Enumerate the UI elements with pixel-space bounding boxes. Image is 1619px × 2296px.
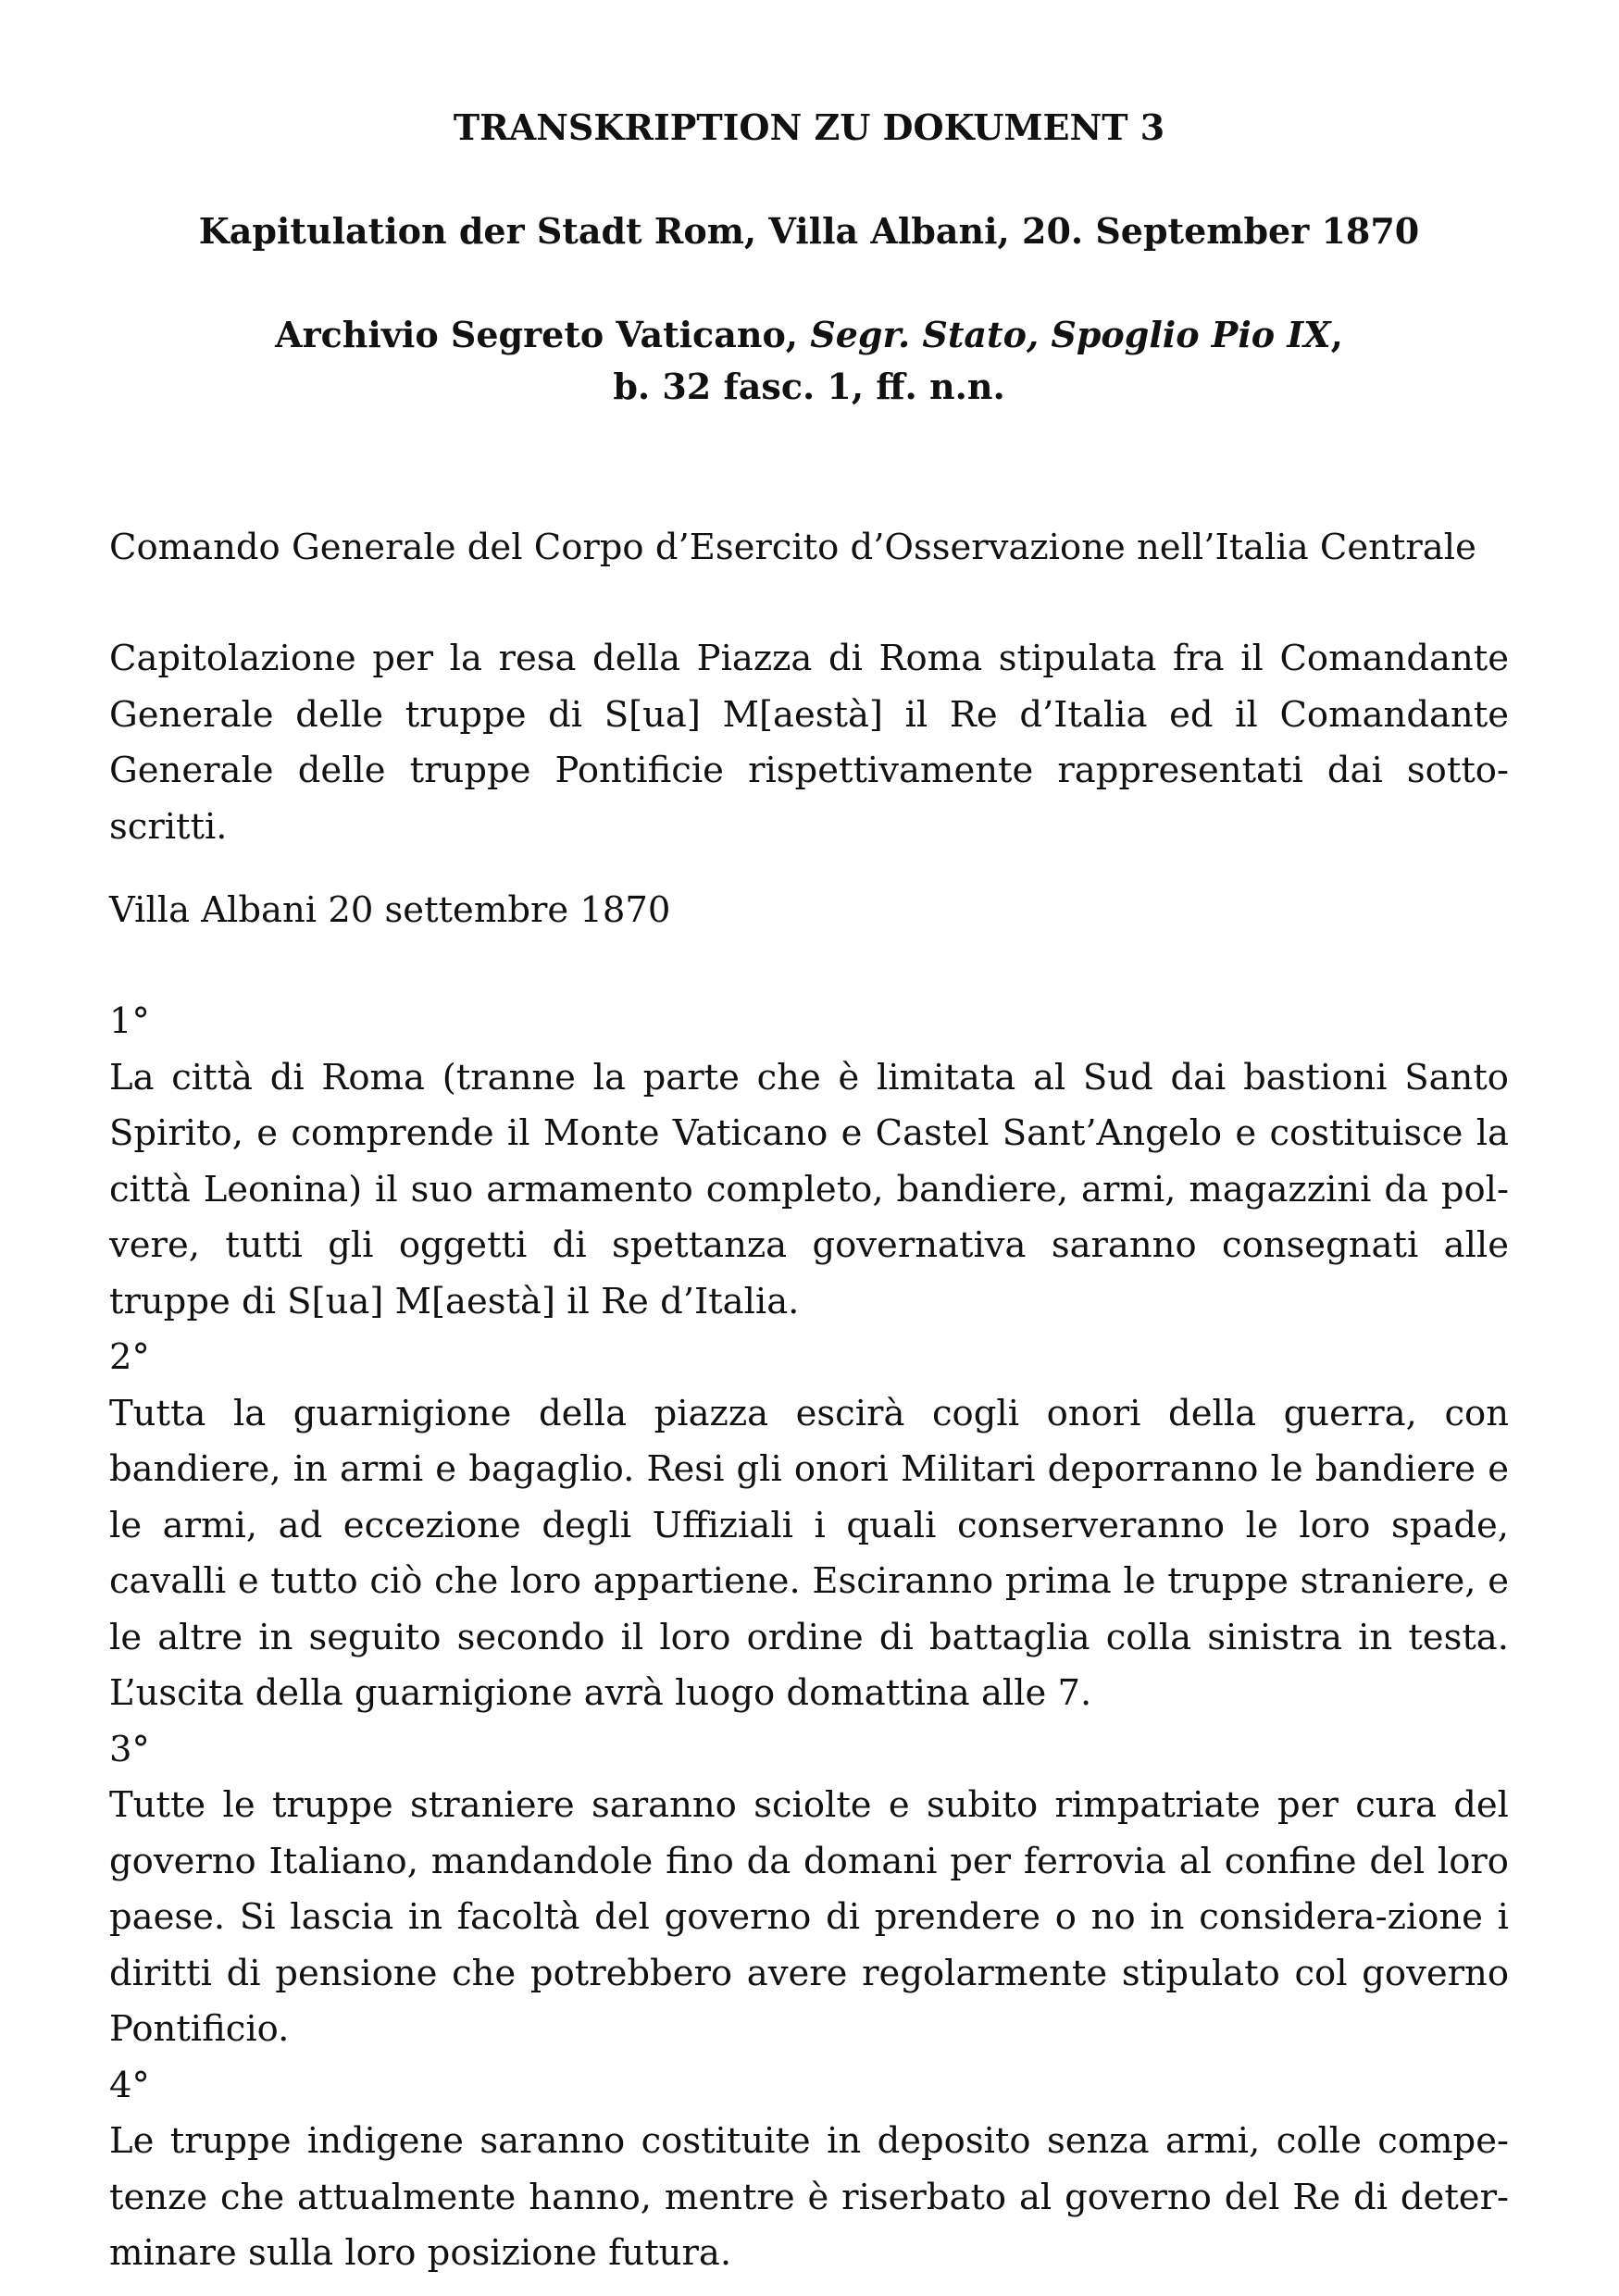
- article-1: [109, 994, 1509, 1330]
- document-subtitle: Kapitulation der Stadt Rom, Villa Albani, 20. September 1870: [198, 210, 1420, 252]
- article-3: [109, 1722, 1509, 2058]
- archive-source: [109, 309, 1509, 413]
- article-text: Le truppe indigene saranno costituite in deposito senza armi, colle compe-tenze che attualmente hanno, mentre è riserbato al governo del Re di deter-minare sulla loro posizione futura.: [109, 2120, 1509, 2274]
- article-text: La città di Roma (tranne la parte che è limitata al Sud dai bastioni Santo Spirito, e comprende il Monte Vaticano e Castel Sant’Angelo e costituisce la città Leonina) il suo armamento completo, bandiere, armi, magazzini da pol-vere, tutti gli oggetti di spettanza governativa saranno consegnati alle truppe di S[ua] M[aestà] il Re d’Italia.: [109, 1056, 1509, 1322]
- article-number: 4°: [109, 2064, 150, 2106]
- articles-list: [109, 994, 1509, 2282]
- article-4: [109, 2058, 1509, 2282]
- article-number: 3°: [109, 1728, 150, 1770]
- capitulation-intro: Capitolazione per la resa della Piazza di Roma stipulata fra il Comandante Generale delle truppe di S[ua] M[aestà] il Re d’Italia ed il Comandante Generale delle truppe Pontificie rispettivamente rappresentati dai sotto-scritti.: [109, 638, 1509, 848]
- article-number: 2°: [109, 1336, 150, 1378]
- article-2: [109, 1330, 1509, 1722]
- article-number: 1°: [109, 1000, 150, 1042]
- archive-source-shelfmark: b. 32 fasc. 1, ff. n.n.: [613, 366, 1005, 407]
- document-title: TRANSKRIPTION ZU DOKUMENT 3: [453, 106, 1165, 148]
- place-date: Villa Albani 20 settembre 1870: [109, 889, 671, 931]
- archive-source-prefix: Archivio Segreto Vaticano,: [275, 314, 811, 355]
- article-text: Tutta la guarnigione della piazza escirà cogli onori della guerra, con bandiere, in armi e bagaglio. Resi gli onori Militari deporranno le bandiere e le armi, ad eccezione degli Uffiziali i quali conserveranno le loro spade, cavalli e tutto ciò che loro appartiene. Esciranno prima le truppe straniere, e le altre in seguito secondo il loro ordine di battaglia colla sinistra in testa. L’uscita della guarnigione avrà luogo domattina alle 7.: [109, 1392, 1509, 1714]
- archive-source-collection: Segr. Stato, Spoglio Pio IX: [810, 314, 1331, 355]
- article-text: Tutte le truppe straniere saranno sciolte e subito rimpatriate per cura del governo Italiano, mandandole fino da domani per ferrovia al confine del loro paese. Si lascia in facoltà del governo di prendere o no in considera-zione i diritti di pensione che potrebbero avere regolarmente stipulato col governo Pontificio.: [109, 1784, 1509, 2050]
- archive-source-suffix: ,: [1330, 314, 1343, 355]
- command-line: Comando Generale del Corpo d’Esercito d’Osservazione nell’Italia Centrale: [109, 527, 1476, 568]
